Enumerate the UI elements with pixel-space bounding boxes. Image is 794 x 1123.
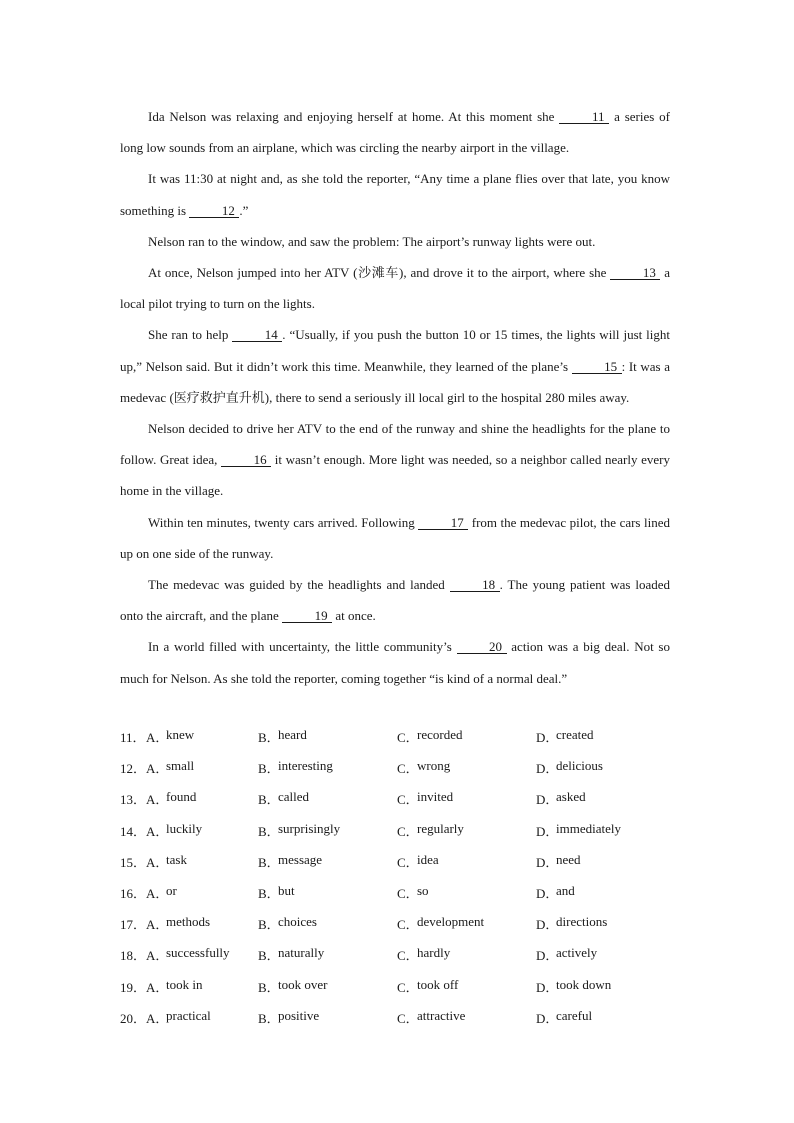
paragraph-text: action was a big deal. Not so much for Nelson. As she told the reporter, coming together “is kind of a normal deal.” xyxy=(120,639,670,686)
blank-11: 11 xyxy=(559,110,609,124)
paragraph-5 xyxy=(120,319,670,413)
option-c xyxy=(397,852,536,871)
option-text: took in xyxy=(166,976,203,992)
option-text: hardly xyxy=(417,945,451,961)
option-text: directions xyxy=(556,914,608,930)
option-text: careful xyxy=(556,1007,593,1023)
option-d xyxy=(536,758,676,777)
option-letter: A． xyxy=(146,792,169,808)
option-letter: C． xyxy=(397,823,419,839)
option-c xyxy=(397,789,536,808)
paragraph-3 xyxy=(120,226,670,257)
option-c xyxy=(397,727,536,746)
option-letter: D． xyxy=(536,730,559,746)
option-a xyxy=(146,945,258,964)
option-d xyxy=(536,727,676,746)
paragraph-2 xyxy=(120,163,670,225)
option-a xyxy=(146,883,258,902)
option-text: or xyxy=(166,883,177,899)
option-d xyxy=(536,789,676,808)
option-letter: A． xyxy=(146,1010,169,1026)
paragraph-8 xyxy=(120,569,670,631)
paragraph-text: : It was a medevac (医疗救护直升机), there to send a seriously ill local girl to the hospital 280 miles away. xyxy=(120,358,670,405)
option-text: idea xyxy=(417,851,439,867)
paragraph-text: It was 11:30 at night and, as she told the reporter, “Any time a plane flies over that late, you know something is xyxy=(120,171,670,218)
paragraph-text: At once, Nelson jumped into her ATV (沙滩车), and drove it to the airport, where she xyxy=(148,265,611,281)
option-text: immediately xyxy=(556,820,621,836)
question-row xyxy=(120,783,680,814)
option-b xyxy=(258,852,397,871)
blank-14: 14 xyxy=(232,328,282,342)
option-letter: A． xyxy=(146,761,169,777)
option-letter: B． xyxy=(258,1010,280,1026)
option-a xyxy=(146,1008,258,1027)
option-text: asked xyxy=(556,789,586,805)
option-b xyxy=(258,945,397,964)
option-letter: B． xyxy=(258,761,280,777)
paragraph-6 xyxy=(120,413,670,507)
option-c xyxy=(397,821,536,840)
option-letter: A． xyxy=(146,823,169,839)
option-d xyxy=(536,883,676,902)
option-text: need xyxy=(556,851,581,867)
option-letter: C． xyxy=(397,761,419,777)
option-letter: C． xyxy=(397,979,419,995)
option-d xyxy=(536,914,676,933)
option-text: positive xyxy=(278,1007,320,1023)
option-d xyxy=(536,1008,676,1027)
option-text: took over xyxy=(278,976,328,992)
question-number: 20． xyxy=(120,1010,147,1026)
option-letter: B． xyxy=(258,823,280,839)
option-text: delicious xyxy=(556,758,603,774)
question-number: 15． xyxy=(120,854,147,870)
option-text: surprisingly xyxy=(278,820,341,836)
option-b xyxy=(258,914,397,933)
option-letter: B． xyxy=(258,917,280,933)
paragraph-text: Within ten minutes, twenty cars arrived. Following xyxy=(148,514,419,530)
option-letter: C． xyxy=(397,792,419,808)
blank-15: 15 xyxy=(572,360,622,374)
option-b xyxy=(258,883,397,902)
paragraph-text: She ran to help xyxy=(148,327,233,343)
option-a xyxy=(146,727,258,746)
question-number: 12． xyxy=(120,761,147,777)
option-letter: A． xyxy=(146,854,169,870)
question-row xyxy=(120,752,680,783)
option-text: wrong xyxy=(417,758,451,774)
option-text: methods xyxy=(166,914,211,930)
option-c xyxy=(397,977,536,996)
question-number: 17． xyxy=(120,917,147,933)
option-letter: C． xyxy=(397,948,419,964)
option-c xyxy=(397,758,536,777)
option-c xyxy=(397,914,536,933)
option-b xyxy=(258,727,397,746)
blank-17: 17 xyxy=(418,516,468,530)
option-text: and xyxy=(556,883,575,899)
answer-options-list xyxy=(120,721,680,1033)
option-letter: A． xyxy=(146,886,169,902)
question-number: 18． xyxy=(120,948,147,964)
blank-18: 18 xyxy=(450,578,500,592)
option-a xyxy=(146,977,258,996)
option-text: found xyxy=(166,789,197,805)
question-number: 19． xyxy=(120,979,147,995)
option-letter: A． xyxy=(146,917,169,933)
blank-13: 13 xyxy=(610,266,660,280)
option-c xyxy=(397,945,536,964)
option-a xyxy=(146,758,258,777)
paragraph-text: Nelson decided to drive her ATV to the end of the runway and shine the headlights for the plane to follow. Great idea, xyxy=(120,421,670,468)
question-row xyxy=(120,971,680,1002)
paragraph-text: . The young patient was loaded onto the aircraft, and the plane xyxy=(120,577,670,624)
option-d xyxy=(536,852,676,871)
option-letter: A． xyxy=(146,948,169,964)
option-letter: C． xyxy=(397,854,419,870)
paragraph-4 xyxy=(120,257,670,319)
option-letter: D． xyxy=(536,886,559,902)
option-text: interesting xyxy=(278,758,333,774)
option-text: naturally xyxy=(278,945,325,961)
option-letter: B． xyxy=(258,948,280,964)
option-letter: D． xyxy=(536,854,559,870)
paragraph-9 xyxy=(120,631,670,693)
question-row xyxy=(120,908,680,939)
option-text: knew xyxy=(166,727,195,743)
option-b xyxy=(258,977,397,996)
option-letter: D． xyxy=(536,917,559,933)
option-text: called xyxy=(278,789,310,805)
option-letter: C． xyxy=(397,730,419,746)
option-text: successfully xyxy=(166,945,230,961)
option-letter: A． xyxy=(146,979,169,995)
paragraph-text: The medevac was guided by the headlights and landed xyxy=(148,577,450,593)
option-letter: C． xyxy=(397,886,419,902)
option-letter: B． xyxy=(258,730,280,746)
question-row xyxy=(120,721,680,752)
question-row xyxy=(120,877,680,908)
option-c xyxy=(397,1008,536,1027)
paragraph-7 xyxy=(120,507,670,569)
paragraph-text: In a world filled with uncertainty, the little community’s xyxy=(148,639,457,655)
blank-12: 12 xyxy=(189,204,239,218)
option-text: took off xyxy=(417,976,459,992)
option-letter: D． xyxy=(536,948,559,964)
option-a xyxy=(146,914,258,933)
option-a xyxy=(146,789,258,808)
option-text: message xyxy=(278,851,323,867)
option-letter: D． xyxy=(536,792,559,808)
option-b xyxy=(258,758,397,777)
option-text: actively xyxy=(556,945,598,961)
option-a xyxy=(146,821,258,840)
option-text: so xyxy=(417,883,429,899)
option-letter: B． xyxy=(258,886,280,902)
option-d xyxy=(536,945,676,964)
question-number: 16． xyxy=(120,886,147,902)
question-number: 11． xyxy=(120,730,146,746)
blank-16: 16 xyxy=(221,453,271,467)
option-letter: D． xyxy=(536,761,559,777)
option-letter: C． xyxy=(397,917,419,933)
option-text: heard xyxy=(278,727,307,743)
option-text: invited xyxy=(417,789,454,805)
question-number: 13． xyxy=(120,792,147,808)
option-letter: B． xyxy=(258,792,280,808)
option-text: recorded xyxy=(417,727,463,743)
paragraph-text: a local pilot trying to turn on the lights. xyxy=(120,265,670,312)
paragraph-text: Nelson ran to the window, and saw the problem: The airport’s runway lights were out. xyxy=(148,233,596,249)
option-a xyxy=(146,852,258,871)
option-text: development xyxy=(417,914,485,930)
option-text: took down xyxy=(556,976,612,992)
option-letter: D． xyxy=(536,823,559,839)
option-text: choices xyxy=(278,914,317,930)
question-row xyxy=(120,1002,680,1033)
question-row xyxy=(120,815,680,846)
paragraph-text: from the medevac pilot, the cars lined up on one side of the runway. xyxy=(120,514,670,561)
option-letter: B． xyxy=(258,854,280,870)
blank-19: 19 xyxy=(282,609,332,623)
option-letter: C． xyxy=(397,1010,419,1026)
paragraph-text: a series of long low sounds from an airplane, which was circling the nearby airport in the village. xyxy=(120,109,670,156)
option-letter: D． xyxy=(536,1010,559,1026)
paragraph-text: Ida Nelson was relaxing and enjoying herself at home. At this moment she xyxy=(148,109,560,124)
option-text: created xyxy=(556,727,594,743)
question-number: 14． xyxy=(120,823,147,839)
option-d xyxy=(536,821,676,840)
paragraph-text: at once. xyxy=(332,608,376,624)
option-b xyxy=(258,789,397,808)
paragraph-text: .” xyxy=(239,202,249,218)
option-letter: A． xyxy=(146,730,169,746)
paragraph-text: it wasn’t enough. More light was needed, so a neighbor called nearly every home in the village. xyxy=(120,452,670,499)
question-row xyxy=(120,846,680,877)
option-text: small xyxy=(166,758,195,774)
cloze-passage xyxy=(120,101,670,694)
paragraph-text: . “Usually, if you push the button 10 or 15 times, the lights will just light up,” Nelson said. But it didn’t work this time. Meanwhile, they learned of the plane’s xyxy=(120,327,670,374)
blank-20: 20 xyxy=(457,640,507,654)
option-text: luckily xyxy=(166,820,203,836)
paragraph-1 xyxy=(120,101,670,163)
option-d xyxy=(536,977,676,996)
question-row xyxy=(120,939,680,970)
option-text: practical xyxy=(166,1007,211,1023)
option-text: regularly xyxy=(417,820,464,836)
option-c xyxy=(397,883,536,902)
option-letter: B． xyxy=(258,979,280,995)
option-text: but xyxy=(278,883,295,899)
option-b xyxy=(258,1008,397,1027)
option-b xyxy=(258,821,397,840)
option-text: task xyxy=(166,851,187,867)
option-letter: D． xyxy=(536,979,559,995)
option-text: attractive xyxy=(417,1007,466,1023)
